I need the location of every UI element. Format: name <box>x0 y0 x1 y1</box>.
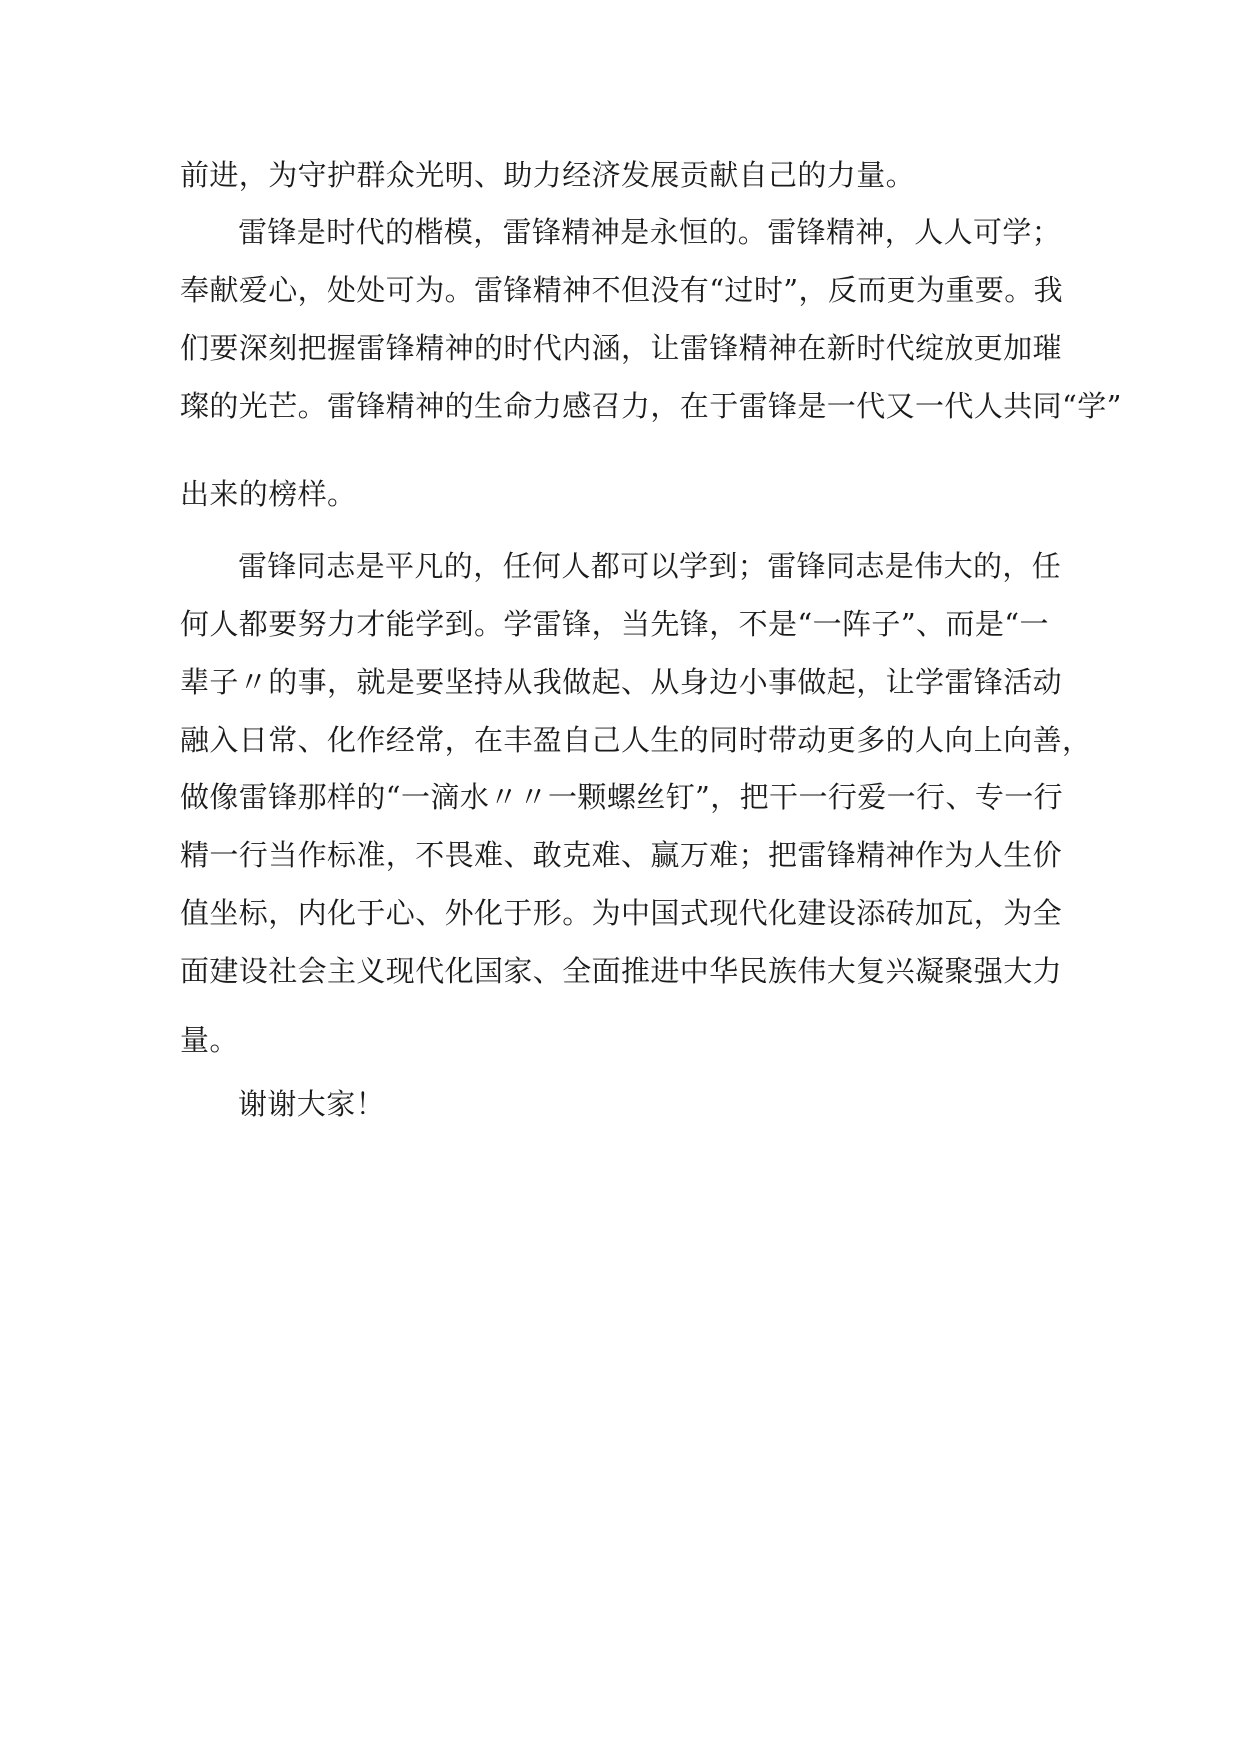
paragraph-start: 雷锋是时代的楷模，雷锋精神是永恒的。雷锋精神，人人可学； <box>238 215 1062 249</box>
text-line: 奉献爱心，处处可为。雷锋精神不但没有“过时”，反而更为重要。我 <box>180 273 1064 307</box>
paragraph-start: 雷锋同志是平凡的，任何人都可以学到；雷锋同志是伟大的，任 <box>238 549 1062 583</box>
text-line: 前进，为守护群众光明、助力经济发展贡献自己的力量。 <box>180 158 916 192</box>
text-line: 值坐标，内化于心、外化于形。为中国式现代化建设添砖加瓦，为全 <box>180 896 1063 930</box>
text-line: 们要深刻把握雷锋精神的时代内涵，让雷锋精神在新时代绽放更加璀 <box>180 331 1063 365</box>
text-line: 做像雷锋那样的“一滴水〃〃一颗螺丝钉”，把干一行爱一行、专一行 <box>180 780 1064 814</box>
text-line: 璨的光芒。雷锋精神的生命力感召力，在于雷锋是一代又一代人共同“学” <box>180 389 1122 423</box>
closing-line: 谢谢大家！ <box>238 1087 386 1121</box>
text-line: 融入日常、化作经常，在丰盈自己人生的同时带动更多的人向上向善， <box>180 723 1092 757</box>
text-line: 何人都要努力才能学到。学雷锋，当先锋，不是“一阵子”、而是“一 <box>180 607 1049 641</box>
text-line: 面建设社会主义现代化国家、全面推进中华民族伟大复兴凝聚强大力 <box>180 954 1063 988</box>
text-line: 出来的榜样。 <box>180 477 357 511</box>
text-line: 量。 <box>180 1023 239 1057</box>
text-line: 精一行当作标准，不畏难、敢克难、赢万难；把雷锋精神作为人生价 <box>180 838 1063 872</box>
text-line: 辈子〃的事，就是要坚持从我做起、从身边小事做起，让学雷锋活动 <box>180 665 1063 699</box>
